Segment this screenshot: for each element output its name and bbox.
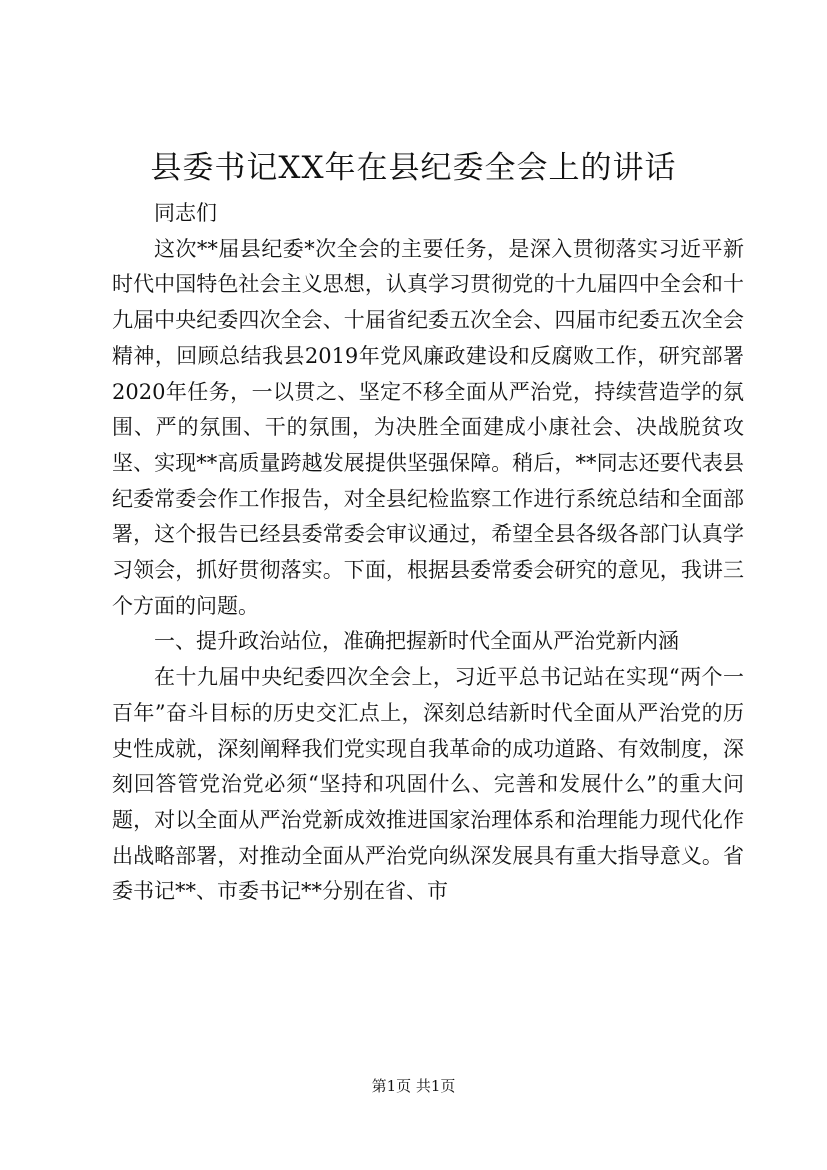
salutation: 同志们	[154, 201, 217, 225]
paragraph: 在十九届中央纪委四次全会上，习近平总书记站在实现“两个一百年”奋斗目标的历史交汇点上，深刻总结新时代全面从严治党的历史性成就，深刻阐释我们党实现自我革命的成功道路、有效制度，深刻回答管党治党必须“坚持和巩固什么、完善和发展什么”的重大问题，对以全面从严治党新成效推进国家治理体系和治理能力现代化作出战略部署，对推动全面从严治党向纵深发展具有重大指导意义。省委书记**、市委书记**分别在省、市	[112, 665, 744, 904]
document-title: 县委书记XX年在县纪委全会上的讲话	[150, 150, 677, 186]
page-footer: 第1页 共1页	[371, 1077, 456, 1095]
document-body	[112, 196, 744, 910]
paragraph: 这次**届县纪委*次全会的主要任务，是深入贯彻落实习近平新时代中国特色社会主义思想，认真学习贯彻党的十九届四中全会和十九届中央纪委四次全会、十届省纪委五次全会、四届市纪委五次全会精神，回顾总结我县2019年党风廉政建设和反腐败工作，研究部署2020年任务，一以贯之、坚定不移全面从严治党，持续营造学的氛围、严的氛围、干的氛围，为决胜全面建成小康社会、决战脱贫攻坚、实现**高质量跨越发展提供坚强保障。稍后，**同志还要代表县纪委常委会作工作报告，对全县纪检监察工作进行系统总结和全面部署，这个报告已经县委常委会审议通过，希望全县各级各部门认真学习领会，抓好贯彻落实。下面，根据县委常委会研究的意见，我讲三个方面的问题。	[112, 236, 744, 618]
section-heading: 一、提升政治站位，准确把握新时代全面从严治党新内涵	[154, 629, 679, 654]
